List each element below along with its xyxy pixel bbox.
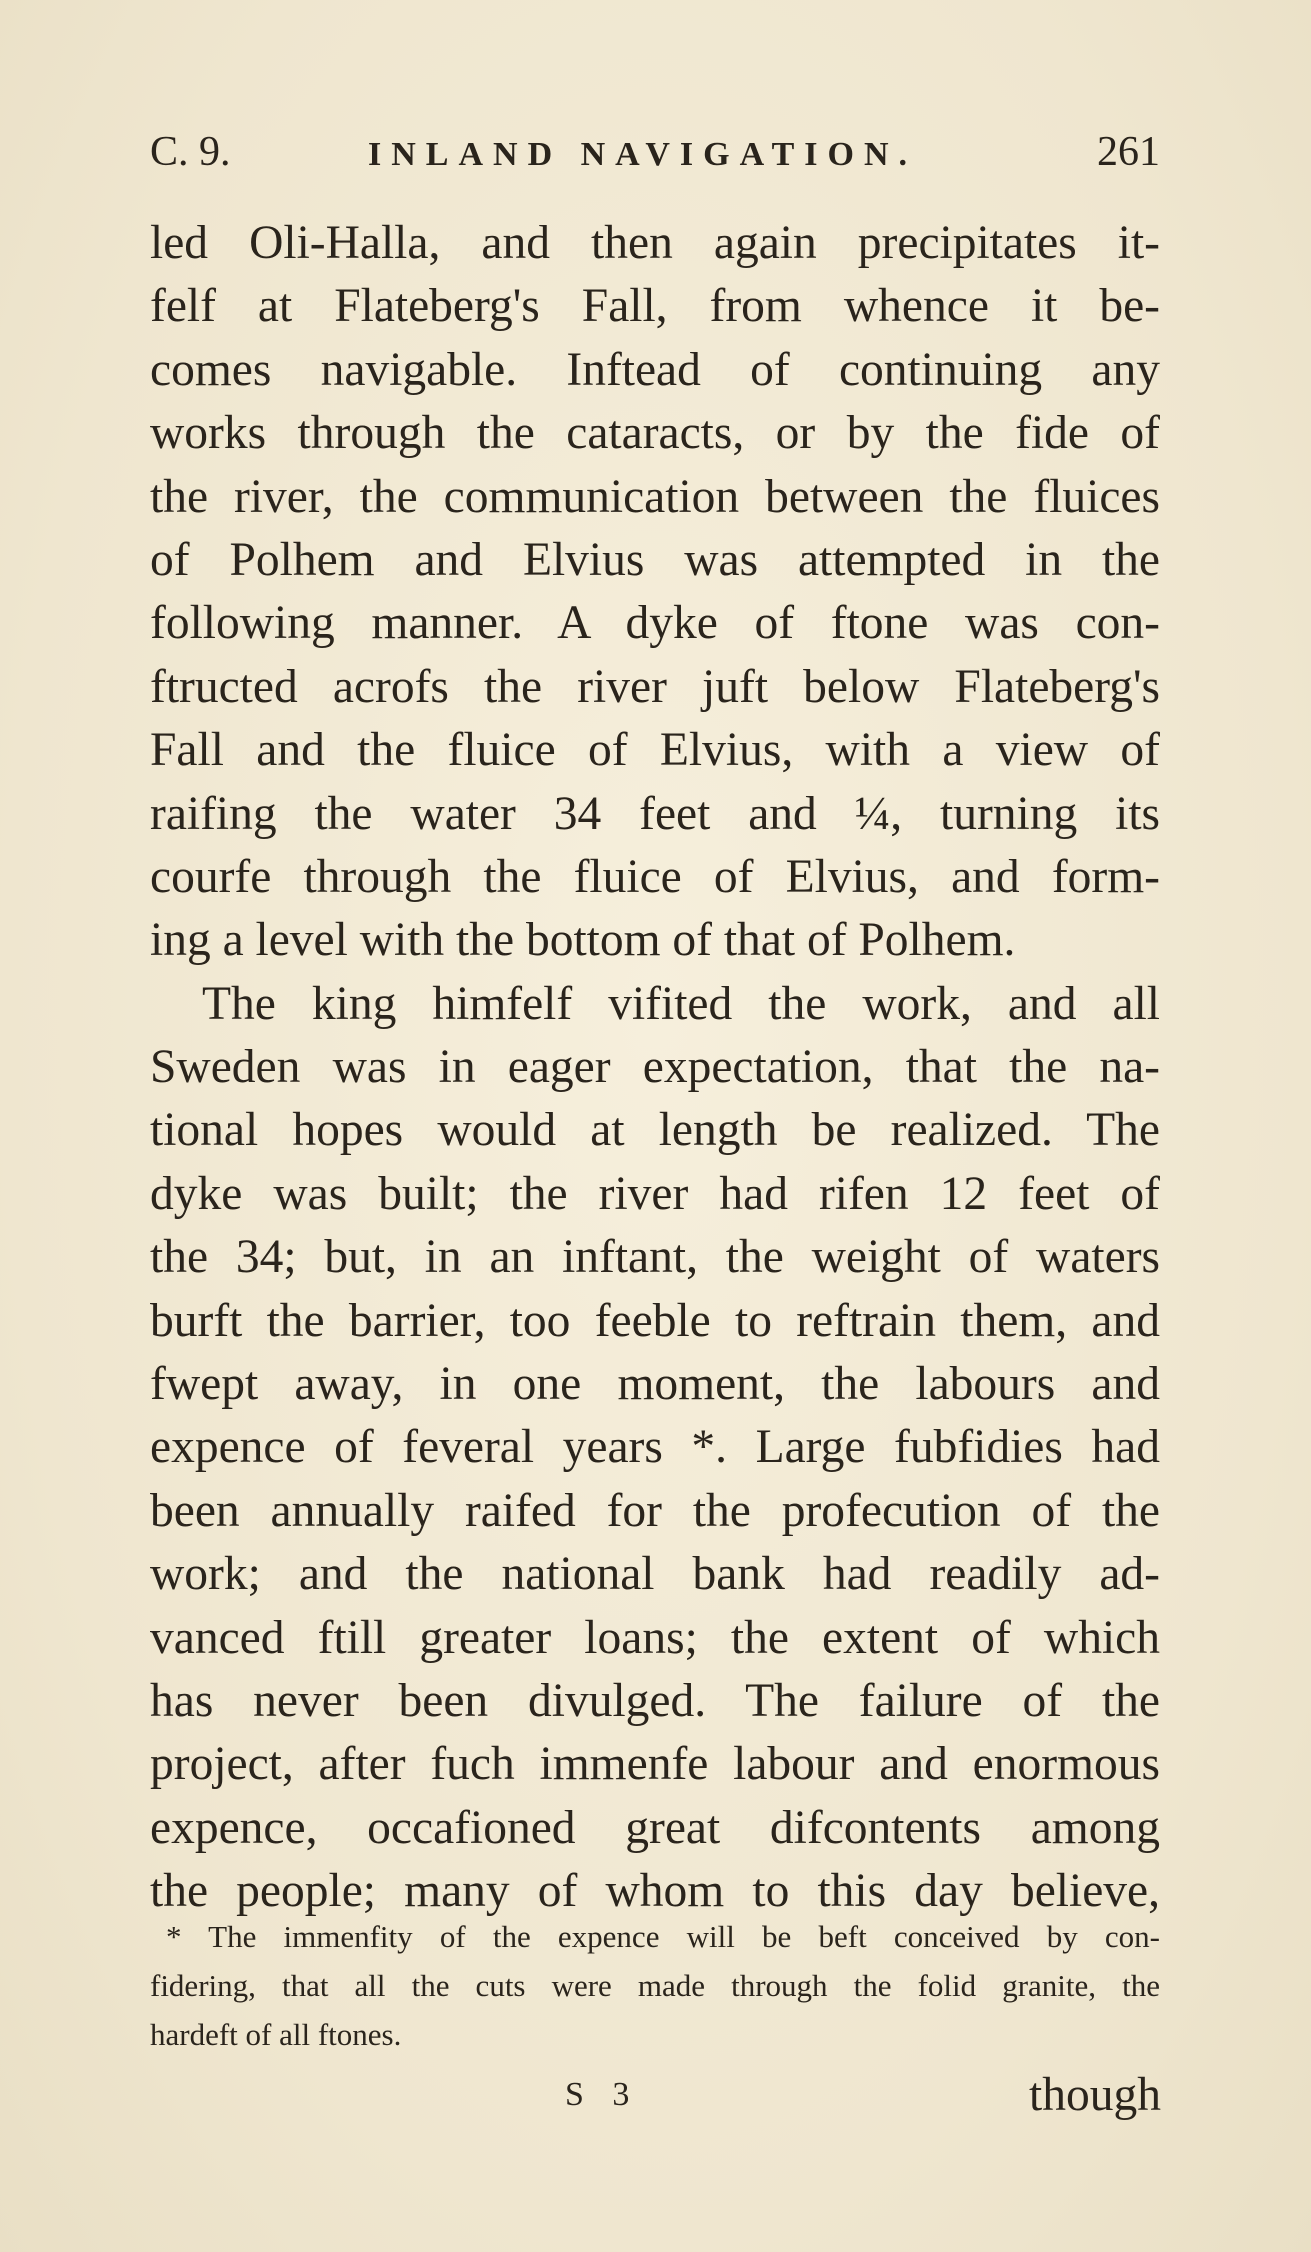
body-line: dyke was built; the river had rifen 12 feet of <box>150 1167 1160 1220</box>
body-line: work; and the national bank had readily ad- <box>150 1548 1160 1601</box>
body-line: Fall and the fluice of Elvius, with a view of <box>150 724 1160 777</box>
page-number: 261 <box>1097 129 1160 175</box>
footnote-line: hardeft of all ftones. <box>150 2017 402 2052</box>
running-title: INLAND NAVIGATION. <box>368 136 918 173</box>
body-line: following manner. A dyke of ftone was con- <box>150 597 1160 650</box>
body-line: ftructed acrofs the river juft below Flateberg's <box>150 660 1160 713</box>
running-header <box>150 128 1160 188</box>
footnote <box>150 1912 1160 2059</box>
body-line: expence, occafioned great difcontents among <box>150 1801 1160 1854</box>
body-line: burft the barrier, too feeble to reftrain them, and <box>150 1294 1160 1347</box>
body-line: ing a level with the bottom of that of Polhem. <box>150 914 1016 967</box>
body-text <box>150 212 1160 1924</box>
body-line: felf at Flateberg's Fall, from whence it be- <box>150 280 1160 333</box>
footnote-line: fidering, that all the cuts were made through the folid granite, the <box>150 1968 1160 2003</box>
body-line: vanced ftill greater loans; the extent of which <box>150 1611 1160 1664</box>
body-line: has never been divulged. The failure of the <box>150 1674 1160 1727</box>
body-line: courfe through the fluice of Elvius, and form- <box>150 850 1160 903</box>
body-line: of Polhem and Elvius was attempted in the <box>150 533 1160 586</box>
body-line: the people; many of whom to this day believe, <box>150 1865 1160 1918</box>
body-line: The king himfelf vifited the work, and all <box>202 977 1160 1030</box>
body-line: tional hopes would at length be realized. The <box>150 1104 1160 1157</box>
body-line: comes navigable. Inftead of continuing any <box>150 343 1160 396</box>
signature-mark: S 3 <box>565 2076 640 2113</box>
body-line: works through the cataracts, or by the fide of <box>150 407 1160 460</box>
footnote-line: * The immenfity of the expence will be beft conceived by con- <box>166 1919 1160 1954</box>
body-line: been annually raifed for the profecution of the <box>150 1484 1160 1537</box>
body-line: the river, the communication between the fluices <box>150 470 1160 523</box>
catchword: though <box>1029 2069 1161 2121</box>
body-line: led Oli-Halla, and then again precipitates it- <box>150 217 1160 269</box>
body-line: project, after fuch immenfe labour and enormous <box>150 1738 1160 1791</box>
body-line: Sweden was in eager expectation, that the na- <box>150 1041 1160 1094</box>
body-line: the 34; but, in an inftant, the weight of waters <box>150 1231 1160 1284</box>
body-line: expence of feveral years *. Large fubfidies had <box>150 1421 1160 1474</box>
body-line: raifing the water 34 feet and ¼, turning its <box>150 787 1160 840</box>
chapter-number: C. 9. <box>150 129 231 175</box>
body-line: fwept away, in one moment, the labours and <box>150 1358 1160 1411</box>
